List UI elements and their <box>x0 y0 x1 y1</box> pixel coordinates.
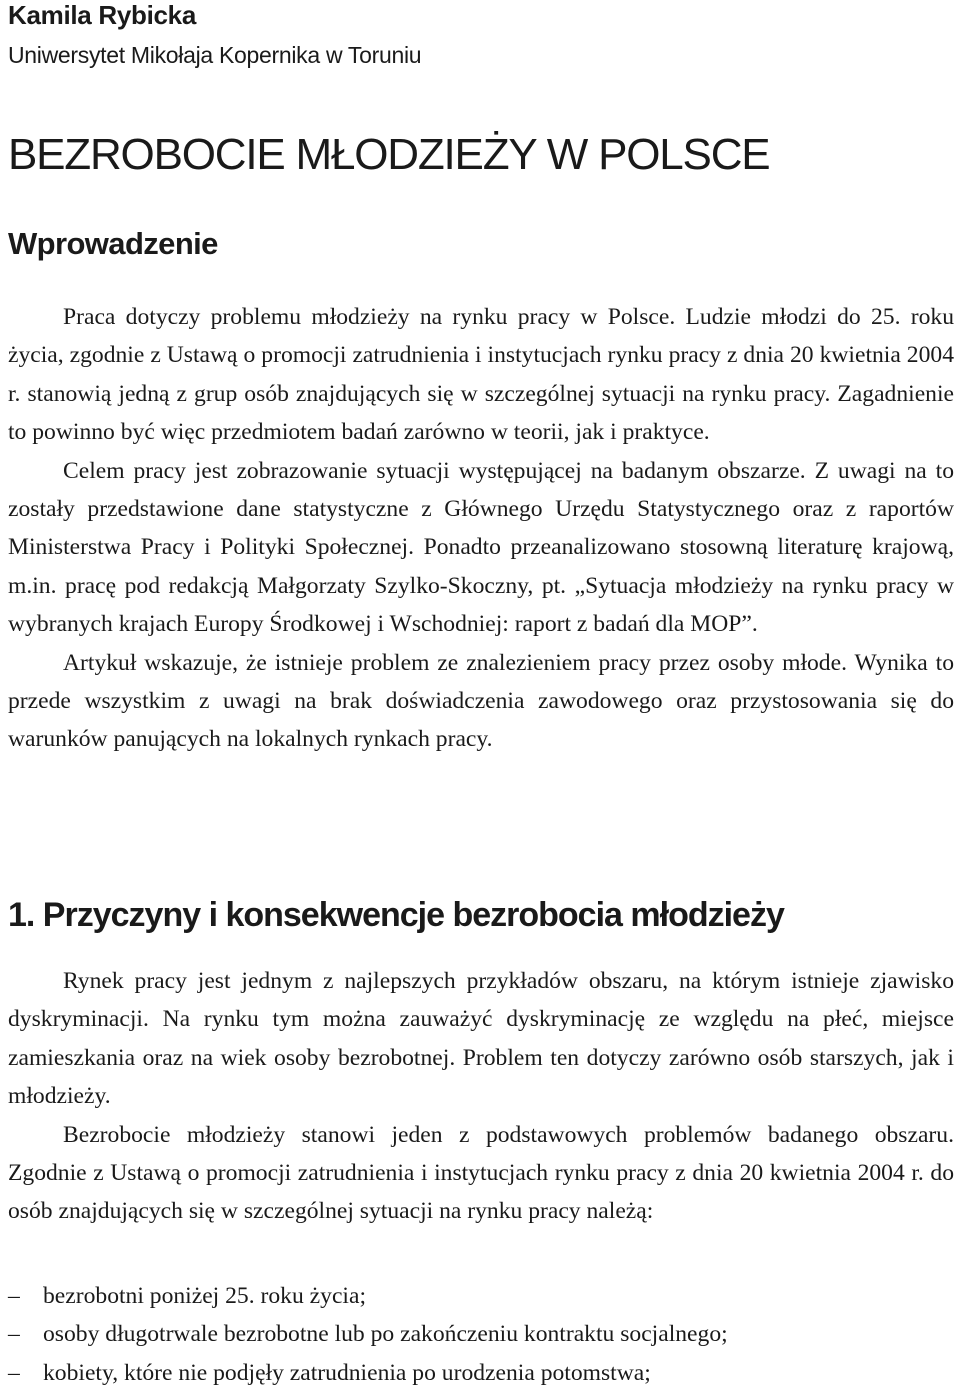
section-heading-1: 1. Przyczyny i konsekwencje bezrobocia młodzieży <box>8 896 784 934</box>
section-1-paragraph: Bezrobocie młodzieży stanowi jeden z podstawowych problemów badanego obszaru. Zgodnie z Ustawą o promocji zatrudnienia i instytucjach rynku pracy z dnia 20 kwietnia 2004 r. do osób znajdujących się w szczególnej sytuacji na rynku pracy należą: <box>8 1121 954 1225</box>
list-item <box>8 1315 954 1353</box>
page-title: BEZROBOCIE MŁODZIEŻY W POLSCE <box>8 130 770 179</box>
list-item <box>8 1354 954 1392</box>
author-name: Kamila Rybicka <box>8 0 197 30</box>
list-item-text: kobiety, które nie podjęły zatrudnienia po urodzenia potomstwa; <box>43 1359 651 1386</box>
list-dash: – <box>8 1283 20 1309</box>
section-heading-intro: Wprowadzenie <box>8 226 218 261</box>
intro-paragraph: Praca dotyczy problemu młodzieży na rynku pracy w Polsce. Ludzie młodzi do 25. roku życia, zgodnie z Ustawą o promocji zatrudnienia i instytucjach rynku pracy z dnia 20 kwietnia 2004 r. stanowią jedną z grup osób znajdujących się w szczególnej sytuacji na rynku pracy. Zagadnienie to powinno być więc przedmiotem badań zarówno w teorii, jak i praktyce. <box>8 304 954 446</box>
list-item <box>8 1277 954 1315</box>
intro-body <box>8 298 954 759</box>
section-1-paragraph: Rynek pracy jest jednym z najlepszych przykładów obszaru, na którym istnieje zjawisko dyskryminacji. Na rynku tym można zauważyć dyskryminację ze względu na płeć, miejsce zamieszkania oraz na wiek osoby bezrobotnej. Problem ten dotyczy zarówno osób starszych, jak i młodzieży. <box>8 968 954 1110</box>
section-1-body <box>8 962 954 1231</box>
list-item-text: bezrobotni poniżej 25. roku życia; <box>43 1283 366 1309</box>
intro-paragraph: Celem pracy jest zobrazowanie sytuacji występującej na badanym obszarze. Z uwagi na to zostały przedstawione dane statystyczne z Głównego Urzędu Statystycznego oraz z raportów Ministerstwa Pracy i Polityki Społecznej. Ponadto przeanalizowano stosowną literaturę krajową, m.in. pracę pod redakcją Małgorzaty Szylko-Skoczny, pt. „Sytuacja młodzieży na rynku pracy w wybranych krajach Europy Środkowej i Wschodniej: raport z badań dla MOP”. <box>8 457 954 638</box>
intro-paragraph: Artykuł wskazuje, że istnieje problem ze znalezieniem pracy przez osoby młode. Wynika to przede wszystkim z uwagi na brak doświadczenia zawodowego oraz przystosowania się do warunków panujących na lokalnych rynkach pracy. <box>8 649 954 753</box>
list-dash: – <box>8 1321 20 1348</box>
eligibility-list <box>8 1277 954 1392</box>
list-dash: – <box>8 1359 20 1386</box>
list-item-text: osoby długotrwale bezrobotne lub po zakończeniu kontraktu socjalnego; <box>43 1321 728 1348</box>
author-affiliation: Uniwersytet Mikołaja Kopernika w Toruniu <box>8 42 422 68</box>
